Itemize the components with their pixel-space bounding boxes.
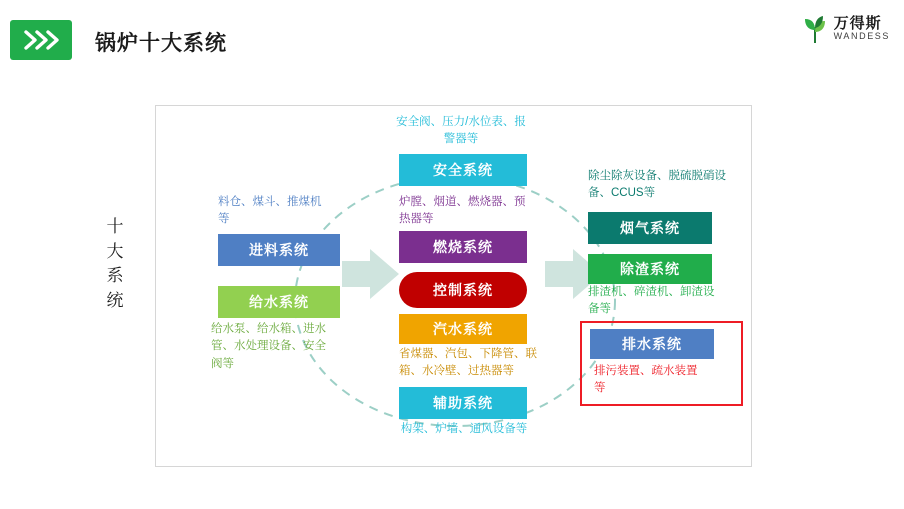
caption-drain: 排污装置、疏水装置等 — [594, 365, 698, 395]
node-drainage-system[interactable]: 排水系统 — [590, 329, 714, 359]
caption-feed: 料仓、煤斗、推煤机等 — [218, 196, 322, 226]
node-auxiliary-system[interactable]: 辅助系统 — [399, 387, 527, 419]
node-feed-system[interactable]: 进料系统 — [218, 234, 340, 266]
node-slag-system[interactable]: 除渣系统 — [588, 254, 712, 284]
caption-steamwater: 省煤器、汽包、下降管、联箱、水冷壁、过热器等 — [399, 348, 537, 378]
caption-auxiliary: 构架、炉墙、通风设备等 — [400, 423, 528, 435]
brand-name-cn: 万得斯 — [833, 14, 882, 32]
node-safety-system[interactable]: 安全系统 — [399, 154, 527, 186]
diagram-side-label: 十大系统 — [106, 217, 124, 310]
caption-safety: 安全阀、压力/水位表、报警器等 — [396, 116, 526, 146]
caption-feedwater: 给水泵、给水箱、进水管、水处理设备、安全阀等 — [211, 323, 326, 370]
brand-name-en: WANDESS — [833, 31, 890, 42]
node-feedwater-system[interactable]: 给水系统 — [218, 286, 340, 318]
diagram-frame — [155, 105, 752, 467]
node-control-system[interactable]: 控制系统 — [399, 272, 527, 308]
brand-text — [834, 16, 890, 42]
page-title: 锅炉十大系统 — [95, 32, 227, 55]
caption-fluegas: 除尘除灰设备、脱硫脱硝设备、CCUS等 — [588, 170, 726, 200]
caption-combustion: 炉膛、烟道、燃烧器、预热器等 — [399, 196, 526, 226]
node-combustion-system[interactable]: 燃烧系统 — [399, 231, 527, 263]
brand-logo — [802, 14, 890, 44]
slide-header — [0, 0, 904, 80]
leaf-logo-icon — [802, 14, 828, 44]
node-steamwater-system[interactable]: 汽水系统 — [399, 314, 527, 344]
node-fluegas-system[interactable]: 烟气系统 — [588, 212, 712, 244]
double-chevron-icon — [10, 20, 72, 60]
caption-slag: 排渣机、碎渣机、卸渣设备等 — [588, 286, 715, 316]
